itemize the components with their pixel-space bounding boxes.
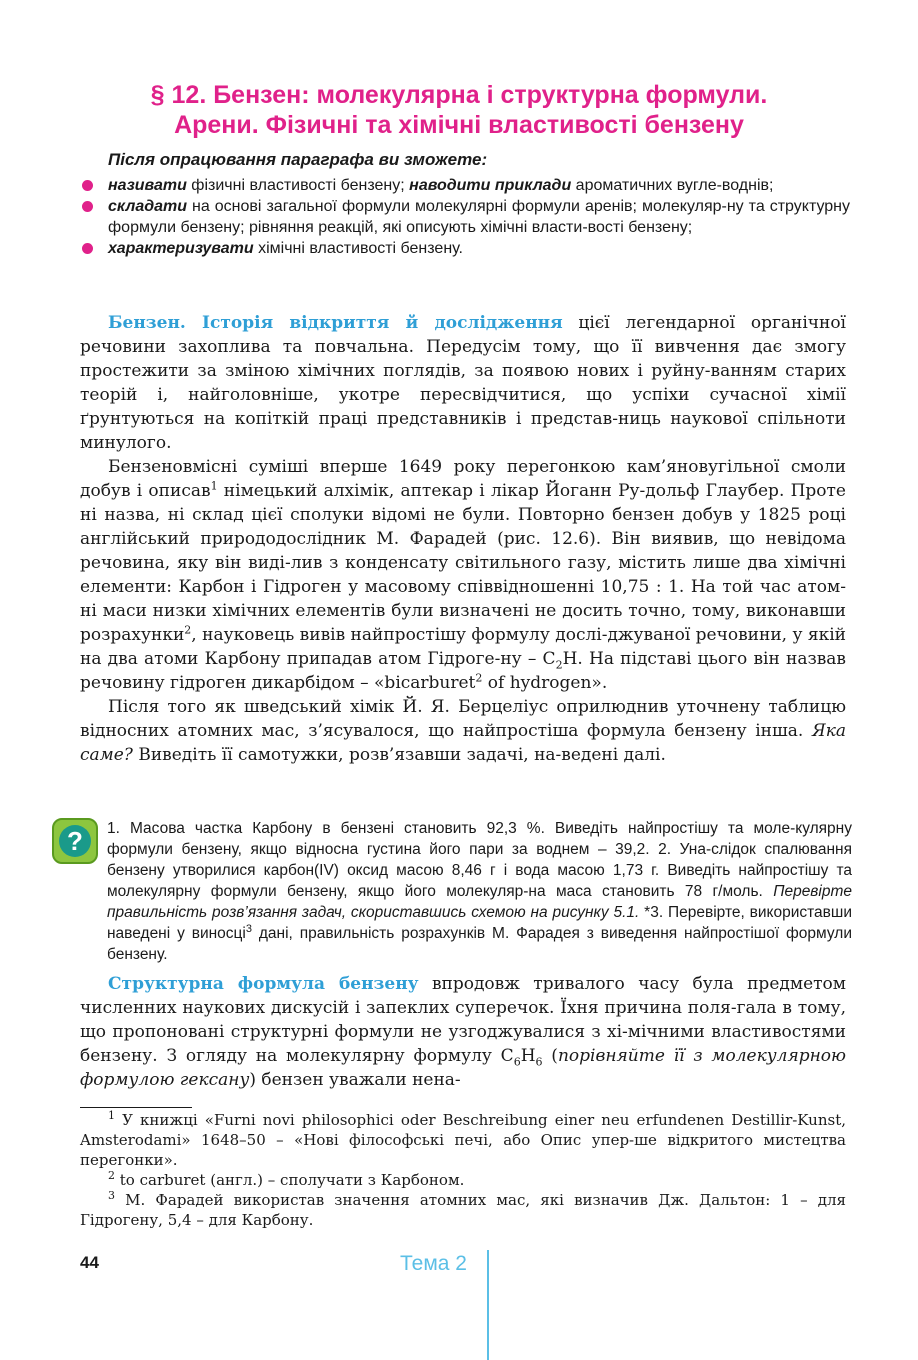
section-title: [0, 80, 918, 140]
paragraph-text: of hydrogen».: [482, 673, 608, 693]
objective-item: [80, 175, 850, 196]
bullet-icon: [82, 180, 93, 191]
objectives-list: [80, 175, 850, 259]
task-text: дані, правильність розрахунків М. Фарадея з виведення найпростішої формули бензену.: [107, 925, 852, 963]
paragraph-text: Виведіть її самотужки, розв’язавши задачі, на-ведені далі.: [132, 745, 666, 765]
keyword-structural: Структурна формула бензену: [108, 974, 419, 994]
footnote-ref: 1: [210, 479, 218, 493]
objective-text: фізичні властивості бензену;: [186, 177, 410, 194]
objective-item: [80, 238, 850, 259]
italic-question: Яка саме?: [80, 721, 846, 765]
footnote-marker: 3: [108, 1189, 115, 1202]
objective-keyword: характеризувати: [108, 240, 254, 257]
paragraph-text: H: [520, 1046, 536, 1066]
paragraph-text: ) бензен уважали нена-: [249, 1070, 461, 1090]
task-italic: Перевірте правильність розв’язання задач, скориставшись схемою на рисунку 5.1.: [107, 883, 852, 921]
footnote-marker: 1: [108, 1109, 115, 1122]
footnote-ref: 2: [475, 671, 483, 685]
italic-note: порівняйте її з молекулярною формулою гексану: [80, 1046, 846, 1090]
task-text: *3. Перевірте, використавши наведені у виносці: [107, 904, 853, 942]
paragraph-history: [80, 311, 846, 455]
subscript: 6: [513, 1055, 521, 1069]
footnote-text: to carburet (англ.) – сполучати з Карбоном.: [115, 1171, 465, 1189]
keyword-history: Бензен. Історія відкриття й дослідження: [108, 313, 563, 333]
section-title-line2: Арени. Фізичні та хімічні властивості бензену: [174, 111, 744, 139]
paragraph-discovery: [80, 455, 846, 695]
paragraph-text: німецький алхімік, аптекар і лікар Йоганн Ру-дольф Глаубер. Проте ні назва, ні склад цієї сполуки відомі не були. Повторно бензен добув у 1825 році англійський природодослідник М. Фарадей (рис. 12.6). Він виявив, що невідома речовина, яку він виді-лив з конденсату світильного газу, містить лише два хімічні елементи: Карбон і Гідроген у масовому співвідношенні 10,75 : 1. На той час атом-ні маси низки хімічних елементів були визначені не досить точно, тому, виконавши розрахунки: [80, 481, 846, 645]
paragraph-text: Після того як шведський хімік Й. Я. Берцеліус оприлюднив уточнену таблицю відносних атомних мас, з’ясувалося, що найпростіша формула бензену інша.: [80, 697, 846, 741]
objectives-heading: Після опрацювання параграфа ви зможете:: [108, 150, 488, 169]
footnote-3: [80, 1190, 846, 1230]
footnote-1: [80, 1110, 846, 1170]
paragraph-text: , науковець вивів найпростішу формулу дослі-джуваної речовини, у якій на два атоми Карбону припадав атом Гідроге-ну – C: [80, 625, 846, 669]
paragraph-structural: [80, 972, 846, 1092]
paragraph-text: (: [542, 1046, 558, 1066]
page-number: 44: [80, 1253, 99, 1272]
footnote-text: У книжці «Furni novi philosophici oder Beschreibung einer neu erfundenen Destillir-Kunst, Amsterodami» 1648–50 – «Нові філософські печі, або Опис упер-ше відкритого мистецтва перегонки».: [80, 1111, 846, 1169]
paragraph-text: Бензеновмісні суміші вперше 1649 року перегонкою кам’яновугільної смоли добув і описав: [80, 457, 846, 501]
paragraph-text: H. На підставі цього він назвав речовину гідроген дикарбідом – «bicarburet: [80, 649, 846, 693]
objective-text: хімічні властивості бензену.: [253, 240, 463, 257]
bullet-icon: [82, 243, 93, 254]
footnote-ref: 3: [245, 922, 252, 935]
footnote-marker: 2: [108, 1169, 115, 1182]
task-text: 1. Масова частка Карбону в бензені становить 92,3 %. Виведіть найпростішу та моле-кулярну формули бензену, якщо відносна густина його пари за воднем – 39,2. 2. Уна-слідок спалювання бензену утворилися карбон(IV) оксид масою 8,46 г і вода масою 1,73 г. Виведіть найпростішу та молекулярну формули бензену, якщо його молекуляр-на маса становить 78 г/моль.: [107, 820, 852, 900]
objective-item: [80, 196, 850, 238]
bullet-icon: [82, 201, 93, 212]
question-icon: [52, 818, 98, 864]
footnote-2: [80, 1170, 846, 1190]
paragraph-text: впродовж тривалого часу була предметом численних наукових дискусій і запеклих суперечок. Їхня причина поля-гала в тому, що пропоновані структурні формули не узгоджувалися з хі-мічними властивостями бензену. З огляду на молекулярну формулу C: [80, 974, 846, 1066]
paragraph-berzelius: [80, 695, 846, 767]
footer-divider: [487, 1250, 489, 1360]
paragraph-text: цієї легендарної органічної речовини захоплива та повчальна. Передусім тому, що її вивчення дає змогу простежити за зміною хімічних поглядів, за появою нових і руйну-ванням старих теорій і, найголовніше, укотре пересвідчитися, що успіхи сучасної хімії ґрунтуються на копіткій праці представників і представ-ниць наукової спільноти минулого.: [80, 313, 846, 453]
objective-keyword: складати: [108, 198, 188, 215]
main-text-structural: [80, 972, 846, 1092]
subscript: 2: [555, 658, 563, 672]
topic-label: Тема 2: [400, 1252, 467, 1275]
footnotes: [80, 1110, 846, 1230]
footnote-text: М. Фарадей використав значення атомних мас, які визначив Дж. Дальтон: 1 – для Гідрогену, 5,4 – для Карбону.: [80, 1191, 846, 1229]
objective-keyword: наводити приклади: [409, 177, 572, 194]
objective-text: ароматичних вугле-воднів;: [571, 177, 774, 194]
question-mark-icon: ?: [59, 825, 91, 857]
question-text: [107, 818, 852, 965]
footnote-divider: [80, 1107, 192, 1108]
subscript: 6: [535, 1055, 543, 1069]
footnote-ref: 2: [184, 623, 192, 637]
main-text: [80, 311, 846, 767]
section-title-line1: § 12. Бензен: молекулярна і структурна формули.: [150, 81, 768, 109]
objective-text: на основі загальної формули молекулярні формули аренів; молекуляр-ну та структурну формули бензену; рівняння реакцій, які описують хімічні власти-вості бензену;: [108, 198, 850, 236]
objective-keyword: називати: [108, 177, 187, 194]
